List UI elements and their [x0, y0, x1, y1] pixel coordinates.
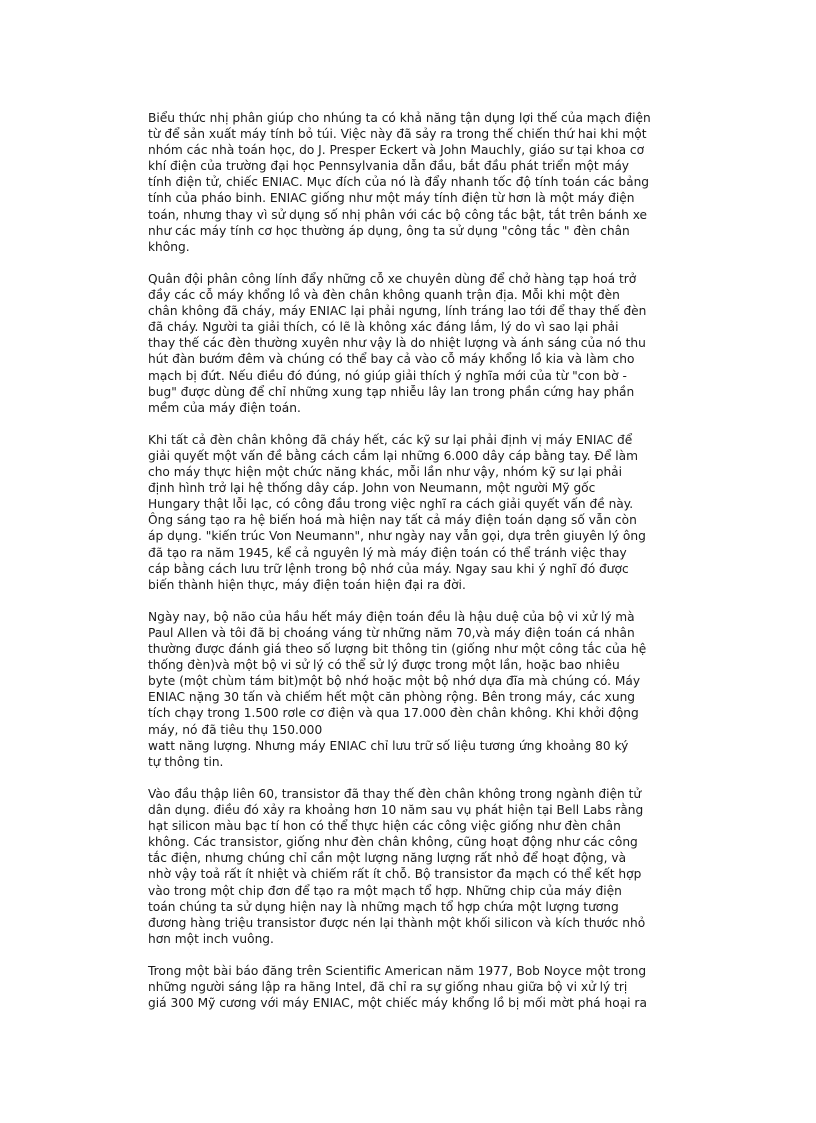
text-line: không. Các transistor, giống như đèn chân không, cũng hoạt động như các công [148, 835, 638, 850]
text-line: Ngày nay, bộ não của hầu hết máy điện toán đều là hậu duệ của bộ vi xử lý mà [148, 609, 635, 624]
text-line: Khi tất cả đèn chân không đã cháy hết, các kỹ sư lại phải định vị máy ENIAC để [148, 432, 633, 447]
text-line: cáp bằng cách lưu trữ lệnh trong bộ nhớ của máy. Ngay sau khi ý nghĩ đó được [148, 561, 629, 576]
text-line: hạt silicon màu bạc tí hon có thể thực hiện các công việc giống như đèn chân [148, 819, 621, 834]
text-line: toán chúng ta sử dụng hiện nay là những mạch tổ hợp chứa một lượng tương [148, 899, 619, 914]
text-line: tích chạy trong 1.500 rơle cơ điện và qua 17.000 đèn chân không. Khi khởi động [148, 706, 639, 721]
paragraph-vacuum-tubes-bug [148, 271, 688, 416]
text-line: ENIAC nặng 30 tấn và chiếm hết một căn phòng rộng. Bên trong máy, các xung [148, 690, 636, 705]
text-line: chân không đã cháy, máy ENIAC lại phải ngưng, lính tráng lao tới để thay thế đèn [148, 304, 647, 319]
text-line: hơn một inch vuông. [148, 931, 274, 946]
text-line: Quân đội phân công lính đẩy những cỗ xe chuyên dùng để chở hàng tạp hoá trở [148, 271, 637, 286]
text-line: Trong một bài báo đăng trên Scientific American năm 1977, Bob Noyce một trong [148, 963, 647, 978]
text-line: không. [148, 239, 190, 254]
text-line: hút đàn bướm đêm và chúng có thể bay cả vào cỗ máy khổng lồ kia và làm cho [148, 352, 635, 367]
text-line: thay thế các đèn thường xuyên như vậy là do nhiệt lượng và ánh sáng của nó thu [148, 336, 646, 351]
text-line: những người sáng lập ra hãng Intel, đã chỉ ra sự giống nhau giữa bộ vi xử lý trị [148, 980, 628, 995]
text-line: biến thành hiện thực, máy điện toán hiện đại ra đời. [148, 577, 466, 592]
paragraph-von-neumann [148, 432, 688, 593]
text-line: vào trong một chip đơn để tạo ra một mạch tổ hợp. Những chip của máy điện [148, 883, 622, 898]
text-line: từ để sản xuất máy tính bỏ túi. Việc này đã sảy ra trong thế chiến thứ hai khi một [148, 127, 647, 142]
text-line: áp dụng. "kiến trúc Von Neumann", như ngày nay vẫn gọi, dựa trên giuyên lý ông [148, 529, 646, 544]
text-line: byte (một chùm tám bit)một bộ nhớ hoặc một bộ nhớ dựa đĩa mà chúng có. Máy [148, 674, 641, 689]
text-line: toán, nhưng thay vì sử dụng số nhị phân với các bộ công tắc bật, tắt trên bánh xe [148, 207, 648, 222]
text-line: máy, nó đã tiêu thụ 150.000 [148, 722, 323, 737]
text-line: đã cháy. Người ta giải thích, có lẽ là không xác đáng lắm, lý do vì sao lại phải [148, 320, 619, 335]
text-line: tính điện tử, chiếc ENIAC. Mục đích của nó là đẩy nhanh tốc độ tính toán các bảng [148, 175, 650, 190]
text-line: Paul Allen và tôi đã bị choáng váng từ những năm 70,và máy điện toán cá nhân [148, 626, 635, 640]
text-line: Hungary thật lỗi lạc, có công đầu trong việc nghĩ ra cách giải quyết vấn đề này. [148, 497, 634, 512]
paragraph-transistor [148, 786, 688, 947]
text-line: như các máy tính cơ học thường áp dụng, ông ta sử dụng "công tắc " đèn chân [148, 223, 630, 238]
text-line: giải quyết một vấn đề bằng cách cắm lại những 6.000 dây cáp bằng tay. Để làm [148, 448, 638, 463]
text-line: đương hàng triệu transistor được nén lại thành một khối silicon và kích thước nhỏ [148, 915, 646, 930]
text-line: watt năng lượng. Nhưng máy ENIAC chỉ lưu trữ số liệu tương ứng khoảng 80 ký [148, 738, 629, 753]
paragraph-noyce-intel [148, 963, 688, 1011]
paragraph-binary-eniac [148, 110, 688, 255]
text-line: thống đèn)và một bộ vi sử lý có thể sử lý được trong một lần, hoặc bao nhiêu [148, 658, 620, 673]
text-line: bug" được dùng để chỉ những xung tạp nhiễu lây lan trong phần cứng hay phần [148, 384, 635, 399]
text-line: Ông sáng tạo ra hệ biến hoá mà hiện nay tất cả máy điện toán dạng số vẫn còn [148, 513, 637, 528]
text-line: cho máy thực hiện một chức năng khác, mỗi lần như vậy, nhóm kỹ sư lại phải [148, 465, 623, 480]
text-line: mạch bị đứt. Nếu điều đó đúng, nó giúp giải thích ý nghĩa mới của từ "con bờ - [148, 368, 627, 383]
paragraph-microprocessor [148, 609, 688, 770]
text-line: nhóm các nhà toán học, do J. Presper Eckert và John Mauchly, giáo sư tại khoa cơ [148, 143, 645, 158]
text-line: tắc điện, nhưng chúng chỉ cần một lượng năng lượng rất nhỏ để hoạt động, và [148, 851, 627, 866]
text-line: định hình trở lại hệ thống dây cáp. John von Neumann, một người Mỹ gốc [148, 481, 596, 496]
text-line: mềm của máy điện toán. [148, 400, 301, 415]
text-line: tính của pháo binh. ENIAC giống như một máy tính điện từ hơn là một máy điện [148, 191, 635, 206]
text-line: giá 300 Mỹ cương với máy ENIAC, một chiếc máy khổng lồ bị mối mờt phá hoại ra [148, 996, 647, 1011]
text-line: tự thông tin. [148, 754, 224, 769]
text-line: đã tạo ra năm 1945, kể cả nguyên lý mà máy điện toán có thể tránh việc thay [148, 545, 627, 560]
text-line: Biểu thức nhị phân giúp cho nhúng ta có khả năng tận dụng lợi thế của mạch điện [148, 111, 651, 125]
text-line: nhờ vậy toả rất ít nhiệt và chiếm rất ít chỗ. Bộ transistor đa mạch có thể kết hợp [148, 867, 642, 882]
text-line: đầy các cỗ máy khổng lồ và đèn chân không quanh trận địa. Mỗi khi một đèn [148, 288, 620, 303]
text-line: khí điện của trường đại học Pennsylvania dẫn đầu, bắt đầu phát triển một máy [148, 159, 630, 174]
text-line: thường được đánh giá theo số lượng bit thông tin (giống như một công tắc của hệ [148, 642, 647, 657]
document-body [148, 110, 688, 1027]
text-line: Vào đầu thập liên 60, transistor đã thay thế đèn chân không trong ngành điện tử [148, 786, 642, 801]
text-line: dân dụng. điều đó xảy ra khoảng hơn 10 năm sau vụ phát hiện tại Bell Labs rằng [148, 803, 644, 818]
